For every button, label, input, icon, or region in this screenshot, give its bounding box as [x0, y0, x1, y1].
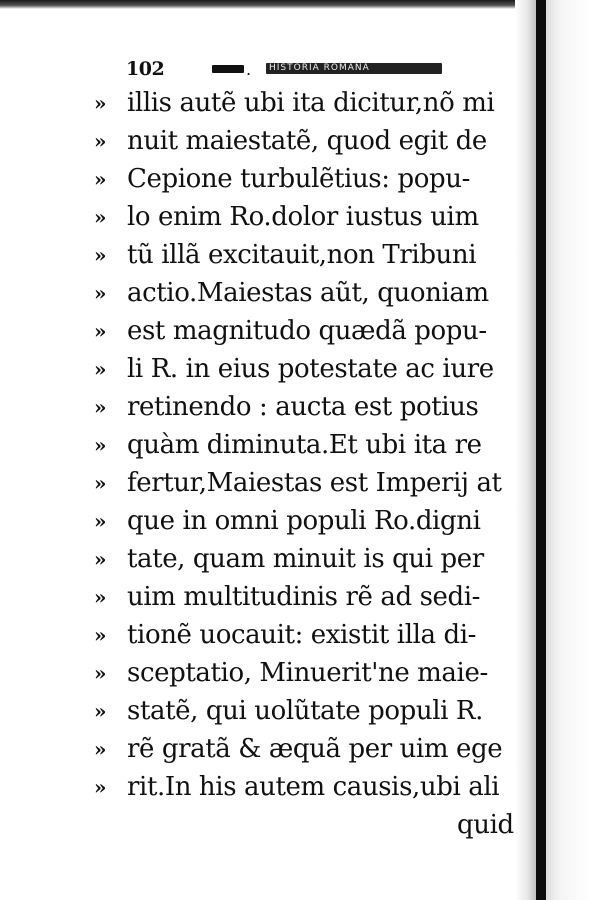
- quotation-marker: »: [94, 509, 105, 533]
- text-line: [88, 464, 518, 502]
- line-text: quàm diminuta.Et ubi ita re: [127, 430, 482, 460]
- scan-top-shadow: [0, 0, 590, 9]
- line-text: que in omni populi Ro.digni: [127, 506, 481, 536]
- text-line: [88, 198, 518, 236]
- catchword-line: [88, 806, 518, 844]
- line-text: nuit maiestatẽ, quod egit de: [127, 126, 487, 156]
- gutter-binding: [536, 0, 546, 900]
- text-line: [88, 502, 518, 540]
- line-text: statẽ, qui uolũtate populi R.: [127, 696, 483, 726]
- text-line: [88, 388, 518, 426]
- quotation-marker: »: [94, 737, 105, 761]
- line-text: est magnitudo quædã popu-: [127, 316, 487, 346]
- catchword: quid: [457, 810, 514, 840]
- quotation-marker: »: [94, 357, 105, 381]
- facing-page-edge: [546, 0, 590, 900]
- text-line: [88, 236, 518, 274]
- gutter-shading: [515, 0, 537, 900]
- quotation-marker: »: [94, 699, 105, 723]
- running-head-ornament: [212, 65, 244, 73]
- quotation-marker: »: [94, 623, 105, 647]
- line-text: actio.Maiestas aũt, quoniam: [127, 278, 489, 308]
- line-text: tũ illã excitauit,non Tribuni: [127, 240, 477, 270]
- quotation-marker: »: [94, 661, 105, 685]
- line-text: tionẽ uocauit: existit illa di-: [127, 620, 477, 650]
- text-line: [88, 578, 518, 616]
- text-line: [88, 122, 518, 160]
- text-line: [88, 274, 518, 312]
- text-line: [88, 312, 518, 350]
- line-text: li R. in eius potestate ac iure: [127, 354, 494, 384]
- quotation-marker: »: [94, 395, 105, 419]
- text-line: [88, 84, 518, 122]
- text-line: [88, 160, 518, 198]
- text-line: [88, 350, 518, 388]
- text-line: [88, 768, 518, 806]
- quotation-marker: »: [94, 471, 105, 495]
- body-text: [88, 84, 518, 844]
- line-text: rit.In his autem causis,ubi ali: [127, 772, 500, 802]
- running-head-dot: .: [246, 60, 252, 79]
- quotation-marker: »: [94, 243, 105, 267]
- text-line: [88, 692, 518, 730]
- line-text: sceptatio, Minuerit'ne maie-: [127, 658, 488, 688]
- line-text: uim multitudinis rẽ ad sedi-: [127, 582, 481, 612]
- quotation-marker: »: [94, 319, 105, 343]
- text-line: [88, 540, 518, 578]
- line-text: Cepione turbulẽtius: popu-: [127, 164, 470, 194]
- quotation-marker: »: [94, 281, 105, 305]
- running-title: HISTORIA ROMANA: [266, 63, 442, 74]
- text-line: [88, 426, 518, 464]
- line-text: retinendo : aucta est potius: [127, 392, 479, 422]
- quotation-marker: »: [94, 129, 105, 153]
- text-line: [88, 730, 518, 768]
- line-text: tate, quam minuit is qui per: [127, 544, 484, 574]
- quotation-marker: »: [94, 205, 105, 229]
- running-head: [126, 58, 446, 80]
- quotation-marker: »: [94, 433, 105, 457]
- quotation-marker: »: [94, 775, 105, 799]
- quotation-marker: »: [94, 91, 105, 115]
- quotation-marker: »: [94, 167, 105, 191]
- text-line: [88, 616, 518, 654]
- line-text: rẽ gratã & æquã per uim ege: [127, 734, 503, 764]
- text-line: [88, 654, 518, 692]
- line-text: fertur,Maiestas est Imperij at: [127, 468, 502, 498]
- quotation-marker: »: [94, 585, 105, 609]
- line-text: illis autẽ ubi ita dicitur,nõ mi: [127, 88, 495, 118]
- line-text: lo enim Ro.dolor iustus uim: [127, 202, 479, 232]
- quotation-marker: »: [94, 547, 105, 571]
- page-number: 102: [126, 58, 165, 80]
